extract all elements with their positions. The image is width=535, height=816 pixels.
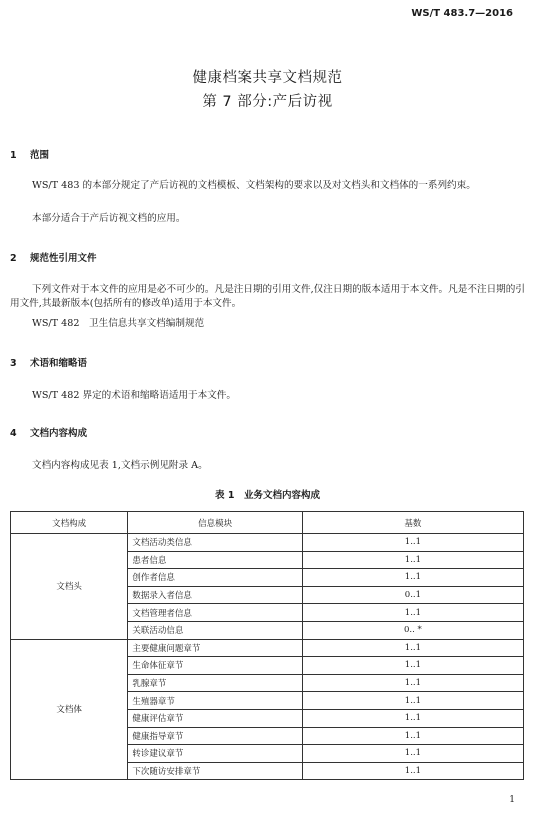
section-title: 范围 (30, 150, 50, 161)
module-cell: 生殖器章节 (128, 692, 302, 710)
content-structure-table (10, 511, 524, 780)
module-cell: 患者信息 (128, 551, 302, 569)
module-cell: 数据录入者信息 (128, 586, 302, 604)
module-cell: 乳腺章节 (128, 674, 302, 692)
cardinality-cell: 1..1 (302, 762, 523, 780)
section-number: 3 (10, 358, 17, 369)
module-cell: 生命体征章节 (128, 657, 302, 675)
section-number: 4 (10, 428, 17, 439)
page-number: 1 (509, 795, 515, 805)
standard-code: WS/T 483.7—2016 (411, 8, 513, 19)
column-header: 文档构成 (11, 512, 128, 534)
document-subtitle: 第 7 部分:产后访视 (202, 94, 333, 110)
section-title: 文档内容构成 (30, 428, 88, 439)
cardinality-cell: 1..1 (302, 674, 523, 692)
cardinality-cell: 1..1 (302, 692, 523, 710)
cardinality-cell: 1..1 (302, 709, 523, 727)
group-cell-body: 文档体 (11, 639, 128, 780)
paragraph: 本部分适合于产后访视文档的应用。 (32, 213, 186, 224)
section-heading-terms (10, 355, 87, 369)
module-cell: 下次随访安排章节 (128, 762, 302, 780)
group-cell-header: 文档头 (11, 534, 128, 640)
column-header: 基数 (302, 512, 523, 534)
cardinality-cell: 0..1 (302, 586, 523, 604)
module-cell: 文档活动类信息 (128, 534, 302, 552)
cardinality-cell: 1..1 (302, 604, 523, 622)
cardinality-cell: 1..1 (302, 727, 523, 745)
section-heading-normative-references (10, 250, 97, 264)
section-heading-scope (10, 147, 49, 161)
cardinality-cell: 0.. * (302, 621, 523, 639)
section-number: 1 (10, 150, 17, 161)
cardinality-cell: 1..1 (302, 569, 523, 587)
table-row (11, 534, 524, 552)
module-cell: 创作者信息 (128, 569, 302, 587)
table-row (11, 639, 524, 657)
cardinality-cell: 1..1 (302, 534, 523, 552)
paragraph: WS/T 482 界定的术语和缩略语适用于本文件。 (32, 390, 236, 401)
section-title: 规范性引用文件 (30, 253, 97, 264)
paragraph: WS/T 483 的本部分规定了产后访视的文档模板、文档架构的要求以及对文档头和文档体的一系列约束。 (32, 180, 476, 191)
cardinality-cell: 1..1 (302, 657, 523, 675)
column-header: 信息模块 (128, 512, 302, 534)
table-caption: 表 1 业务文档内容构成 (215, 490, 320, 501)
cardinality-cell: 1..1 (302, 639, 523, 657)
document-title: 健康档案共享文档规范 (192, 70, 343, 86)
table-header-row (11, 512, 524, 534)
cardinality-cell: 1..1 (302, 745, 523, 763)
module-cell: 转诊建议章节 (128, 745, 302, 763)
module-cell: 文档管理者信息 (128, 604, 302, 622)
module-cell: 健康指导章节 (128, 727, 302, 745)
module-cell: 健康评估章节 (128, 709, 302, 727)
paragraph: 文档内容构成见表 1,文档示例见附录 A。 (32, 460, 208, 471)
section-title: 术语和缩略语 (30, 358, 88, 369)
module-cell: 关联活动信息 (128, 621, 302, 639)
section-number: 2 (10, 253, 17, 264)
cardinality-cell: 1..1 (302, 551, 523, 569)
paragraph: WS/T 482 卫生信息共享文档编制规范 (32, 318, 205, 329)
paragraph: 下列文件对于本文件的应用是必不可少的。凡是注日期的引用文件,仅注日期的版本适用于本文件。凡是不注日期的引用文件,其最新版本(包括所有的修改单)适用于本文件。 (10, 284, 525, 309)
module-cell: 主要健康问题章节 (128, 639, 302, 657)
section-heading-content-structure (10, 425, 87, 439)
